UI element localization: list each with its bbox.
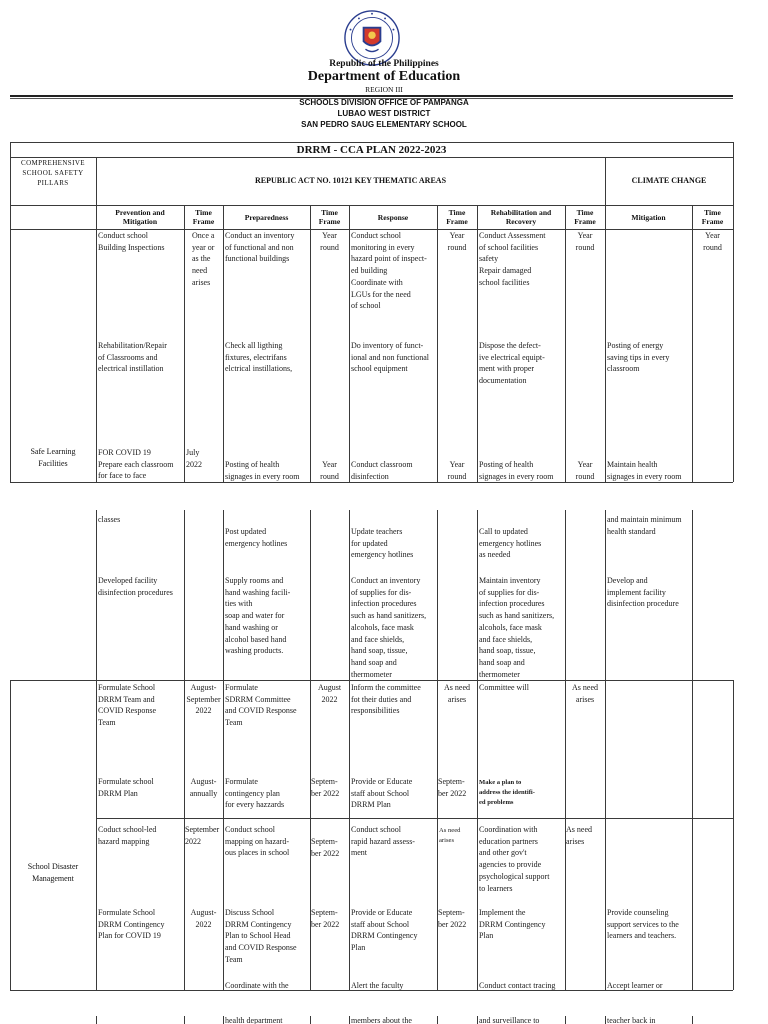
table-cell: Year round [447,231,467,252]
table-cell: Implement the DRRM Contingency Plan [479,908,546,941]
table-cell: Dispose the defect- ive electrical equipt- ment with proper documentation [479,341,545,386]
table-cell: teacher back in [607,1016,656,1024]
table-cell: Coordinate with the [225,981,289,990]
table-cell: Do inventory of funct- ional and non functional school equipment [351,341,429,374]
school-name: SAN PEDRO SAUG ELEMENTARY SCHOOL [301,120,467,129]
table-cell: Coduct school-led hazard mapping [98,825,157,846]
table-cell: August- annually [189,777,218,798]
col-mitigation: Mitigation [631,212,666,222]
col-time-frame-2: Time Frame [318,208,341,226]
pillar-safe-learning-facilities: Safe Learning Facilities [30,447,76,468]
table-cell: Year round [575,231,595,252]
table-cell: July 2022 [186,448,202,469]
table-cell: Formulate SDRRM Committee and COVID Response Team [225,683,297,728]
table-cell: and surveillance to [479,1016,540,1024]
header-rule [10,95,733,97]
table-cell: classes [98,515,121,524]
table-cell: As need arises [444,683,470,704]
col-time-frame-4: Time Frame [574,208,596,226]
table-cell: Year round [575,460,595,481]
table-cell: Update teachers for updated emergency hotlines [351,527,414,560]
table-cell: Supply rooms and hand washing facili- ties with soap and water for hand washing or alcohol based hand washing products. [225,576,291,656]
table-cell: September 2022 [185,825,220,846]
table-cell: Provide counseling support services to the learners and teachers. [607,908,679,941]
table-cell: Septem- ber 2022 [438,908,467,929]
col-time-frame-1: Time Frame [192,208,215,226]
table-cell: August 2022 [317,683,342,704]
table-cell: FOR COVID 19 Prepare each classroom for face to face [98,448,174,481]
pillars-header: COMPREHENSIVE SCHOOL SAFETY PILLARS [21,159,85,187]
table-cell: Check all ligthing fixtures, electrifans elctrical instillations, [225,341,293,374]
col-time-frame-3: Time Frame [446,208,468,226]
table-cell: Conduct school rapid hazard assess- ment [351,825,415,858]
table-cell: health department [225,1016,283,1024]
republic-line: Republic of the Philippines [329,59,439,69]
region-line: REGION III [365,85,403,94]
table-cell: Develop and implement facility disinfection procedure [607,576,679,609]
division-office: SCHOOLS DIVISION OFFICE OF PAMPANGA [299,98,469,107]
table-cell: Inform the committee fot their duties and responsibilities [351,683,421,716]
pillar-school-disaster-management: School Disaster Management [27,862,79,883]
table-cell: Conduct contact tracing [479,981,556,990]
table-cell: members about the [351,1016,412,1024]
table-cell: Call to updated emergency hotlines as needed [479,527,542,560]
table-cell: Provide or Educate staff about School DRRM Plan [351,777,413,810]
table-cell: Conduct Assessment of school facilities safety Repair damaged school facilities [479,231,546,287]
table-cell: Year round [320,460,339,481]
table-cell: Year round [703,231,722,252]
table-cell: Discuss School DRRM Contingency Plan to School Head and COVID Response Team [225,908,297,964]
table-cell: Accept learner or [607,981,663,990]
table-cell: Conduct school monitoring in every hazard point of inspect- ed building Coordinate with LGUs for the need of school [351,231,427,311]
table-cell: Post updated emergency hotlines [225,527,288,548]
deped-seal-icon [344,10,400,66]
col-preparedness: Preparedness [244,212,289,222]
plan-title: DRRM - CCA PLAN 2022-2023 [296,144,447,156]
table-cell: Conduct an inventory of functional and non functional buildings [225,231,295,264]
table-cell: Formulate School DRRM Contingency Plan for COVID 19 [98,908,165,941]
table-cell: August- September 2022 [186,683,221,716]
table-cell: Year round [320,231,339,252]
climate-change-header: CLIMATE CHANGE [631,176,707,185]
table-cell: and maintain minimum health standard [607,515,682,536]
table-cell: Maintain health signages in every room [607,460,682,481]
table-cell: Provide or Educate staff about School DRRM Contingency Plan [351,908,418,953]
table-cell: Conduct classroom disinfection [351,460,413,481]
col-time-frame-5: Time Frame [701,208,724,226]
table-cell: Alert the faculty [351,981,404,990]
table-cell: Posting of energy saving tips in every classroom [607,341,670,374]
table-cell: Coordination with education partners and other gov't agencies to provide psychological support to learners [479,825,550,893]
table-cell: As need arises [439,827,461,844]
table-cell: August- 2022 [190,908,217,929]
table-cell: Posting of health signages in every room [225,460,300,481]
table-cell: Septem- ber 2022 [438,777,467,798]
table-cell: Septem- ber 2022 [311,777,340,798]
table-cell: Once a year or as the need arises [192,231,215,287]
table-cell: As need arises [572,683,598,704]
table-cell: Formulate School DRRM Team and COVID Response Team [98,683,156,728]
table-cell: Committee will [479,683,529,692]
table-cell: Developed facility disinfection procedures [98,576,173,597]
department-name: Department of Education [307,69,461,84]
table-cell: Septem- ber 2022 [311,908,340,929]
table-cell: As need arises [566,825,592,846]
table-cell: Conduct an inventory of supplies for dis- infection procedures such as hand sanitizers, alcohols, face mask and face shields, hand soap, tissue, hand soap and thermometer [351,576,427,679]
table-cell: Septem- ber 2022 [311,837,340,858]
table-cell: Formulate school DRRM Plan [98,777,154,798]
table-cell: Make a plan to address the identifi- ed problems [479,779,535,806]
table-cell: Formulate contingency plan for every hazzards [225,777,285,810]
col-response: Response [377,212,409,222]
col-prevention: Prevention and Mitigation [115,208,165,226]
table-cell: Conduct school Building Inspections [98,231,165,252]
table-cell: Rehabilitation/Repair of Classrooms and electrical instillation [98,341,167,374]
table-cell: Conduct school mapping on hazard- ous places in school [225,825,290,858]
table-cell: Year round [447,460,467,481]
col-rehabilitation: Rehabilitation and Recovery [490,208,552,226]
district-name: LUBAO WEST DISTRICT [337,109,431,118]
table-cell: Posting of health signages in every room [479,460,554,481]
table-cell: Maintain inventory of supplies for dis- infection procedures such as hand sanitizers, alcohols, face mask and face shields, hand soap, tissue, hand soap and thermometer [479,576,555,679]
ra-header: REPUBLIC ACT NO. 10121 KEY THEMATIC AREAS [254,176,447,185]
